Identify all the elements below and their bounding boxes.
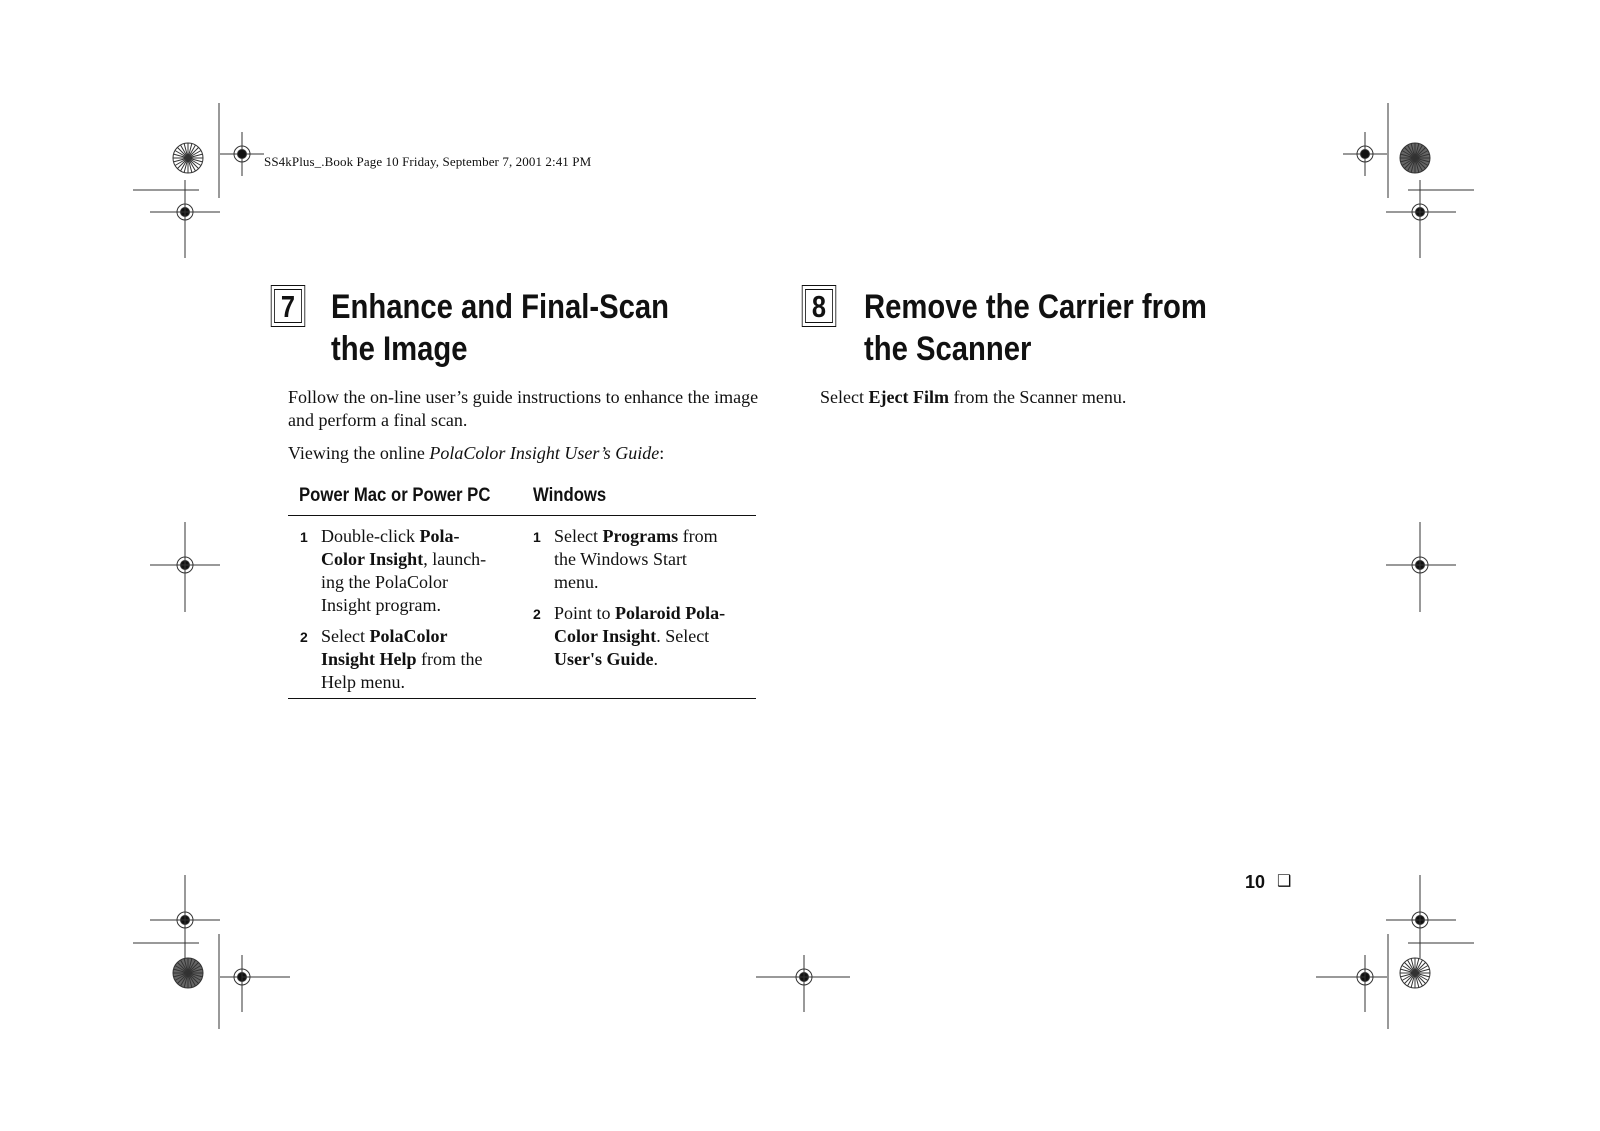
list-item: 2 Point to Polaroid Pola- Color Insight. Select User's Guide. [533, 603, 726, 669]
column-header-mac: Power Mac or Power PC [299, 485, 491, 506]
print-slug-line: SS4kPlus_.Book Page 10 Friday, September 7, 2001 2:41 PM [264, 154, 592, 169]
registration-mark [1361, 150, 1370, 159]
page-bullet-icon: ❑ [1277, 871, 1292, 890]
page-number: 10 [1245, 872, 1266, 892]
section-heading [864, 286, 1207, 370]
heading-line: Remove the Carrier from [864, 288, 1207, 326]
list-item: 1 Double-click Pola- Color Insight, launch- ing the PolaColor Insight program. [300, 526, 487, 615]
column-header-windows: Windows [533, 485, 607, 506]
mac-steps-list [288, 525, 508, 702]
step-number-box: 7 [271, 285, 305, 327]
heading-line: the Image [331, 330, 468, 368]
list-item: 2 Select PolaColor Insight Help from the Help menu. [300, 626, 483, 692]
instruction-paragraph: Select Eject Film from the Scanner menu. [820, 387, 1127, 407]
guide-title: PolaColor Insight User’s Guide [429, 443, 660, 463]
instruction-paragraph: Follow the on-line user’s guide instructions to enhance the image and perform a final scan. [288, 387, 759, 430]
table-header-rule [288, 515, 756, 516]
list-item: 1 Select Programs from the Windows Start menu. [533, 526, 718, 592]
step-number-box: 8 [802, 285, 836, 327]
heading-line: the Scanner [864, 330, 1032, 368]
section-heading [331, 286, 669, 370]
heading-line: Enhance and Final-Scan [331, 288, 669, 326]
registration-mark [238, 150, 247, 159]
guide-reference-paragraph: Viewing the online PolaColor Insight User’s Guide: [288, 443, 665, 463]
windows-steps-list [521, 525, 756, 679]
table-bottom-rule [288, 698, 756, 699]
